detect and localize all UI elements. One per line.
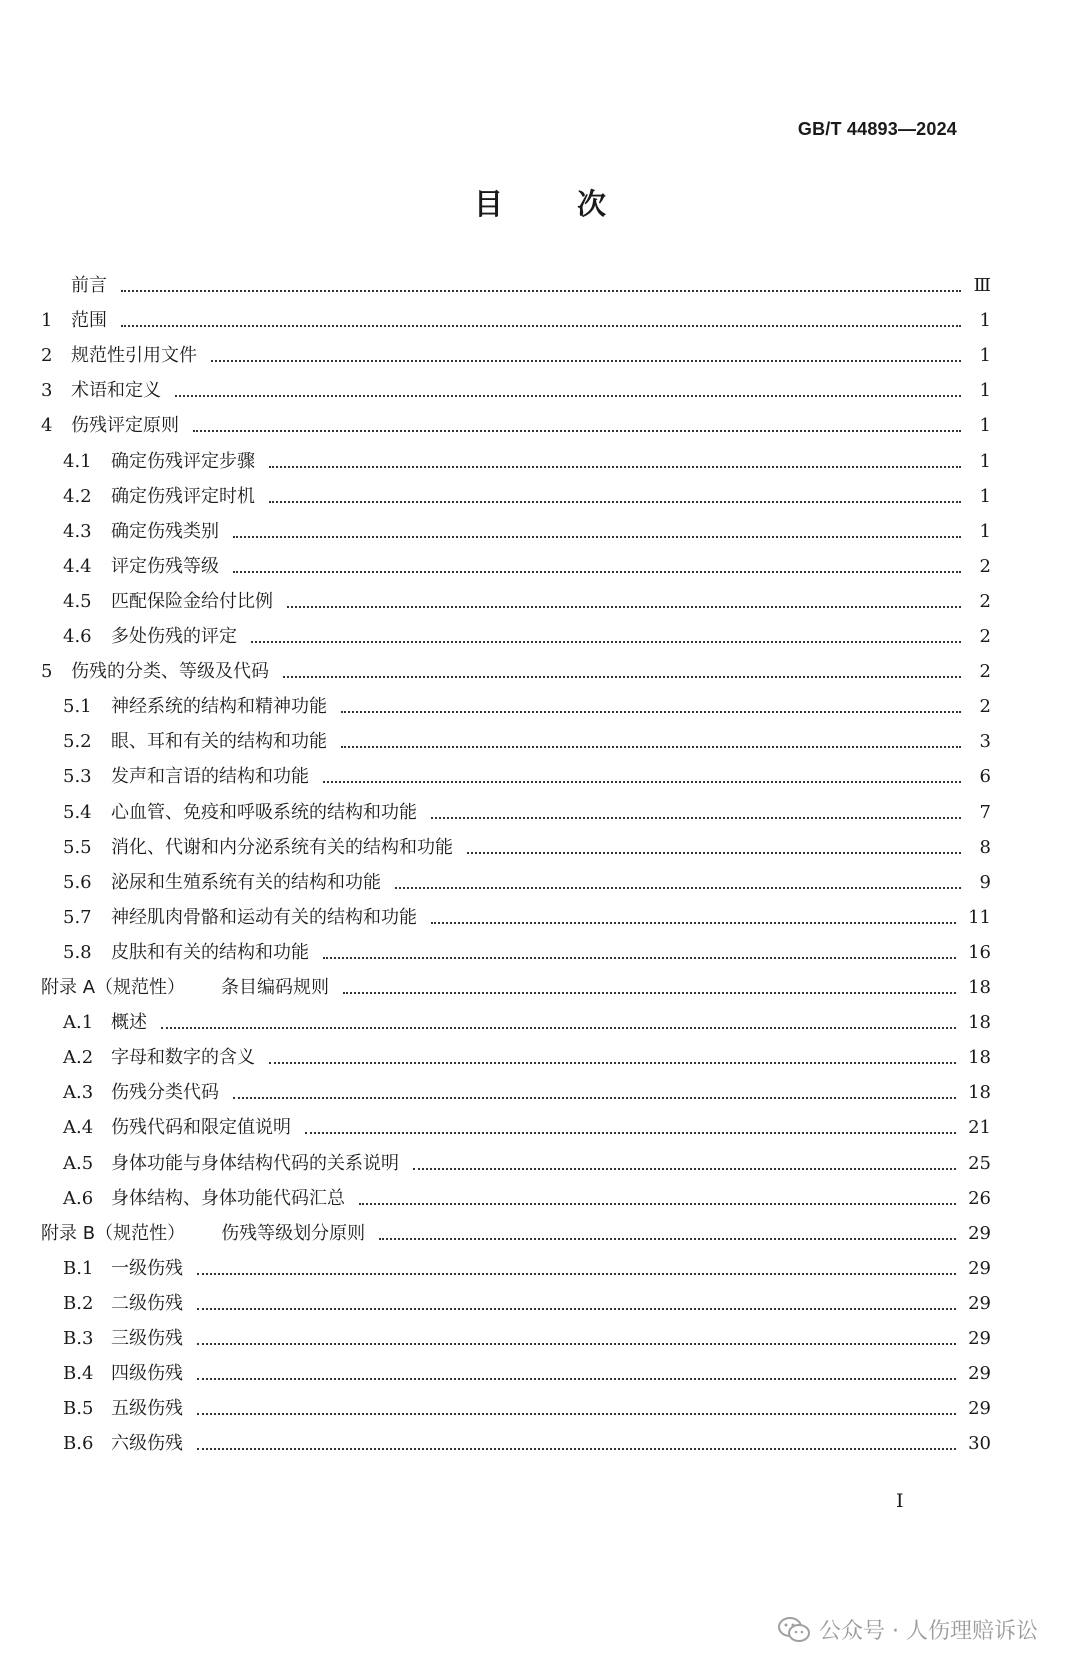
dot-leader	[305, 1132, 956, 1134]
dot-leader	[467, 852, 961, 854]
toc-entry-page: 1	[979, 520, 991, 542]
toc-entry-text: 六级伤残	[111, 1433, 183, 1455]
toc-entry-title	[41, 977, 329, 999]
toc-entry-number: 5.2	[63, 731, 92, 753]
toc-entry-text: 眼、耳和有关的结构和功能	[111, 731, 327, 753]
toc-entry-number: 3	[41, 380, 53, 402]
toc-entry-page: 29	[968, 1222, 991, 1244]
toc-entry-text: 确定伤残评定步骤	[111, 450, 255, 472]
toc-entry-number: 2	[41, 345, 53, 367]
wechat-icon	[777, 1616, 811, 1644]
page-title	[0, 182, 1080, 223]
toc-entry-title	[111, 802, 417, 824]
page-number: I	[896, 1490, 904, 1512]
toc-entry-number: 4.1	[63, 450, 92, 472]
dot-leader	[269, 501, 961, 503]
toc-entry-page: 2	[979, 555, 991, 577]
dot-leader	[341, 746, 961, 748]
watermark-text: 公众号 · 人伤理赔诉讼	[819, 1619, 1038, 1644]
title-char: 目	[473, 187, 503, 221]
dot-leader	[197, 1448, 956, 1450]
toc-entry[interactable]	[63, 1425, 991, 1455]
toc-entry-title	[111, 696, 327, 718]
toc-entry[interactable]	[63, 548, 991, 578]
toc-entry-page: 2	[979, 626, 991, 647]
toc-entry-title	[111, 1012, 147, 1034]
toc-entry[interactable]	[63, 794, 991, 824]
toc-entry-number: 4.3	[63, 520, 92, 542]
appendix-tag: 附录 A（规范性）	[41, 977, 186, 998]
dot-leader	[283, 676, 961, 678]
toc-entry[interactable]	[63, 899, 991, 929]
toc-entry-page: 21	[968, 1117, 991, 1139]
toc-entry-title	[111, 731, 327, 753]
toc-entry-text: 身体功能与身体结构代码的关系说明	[111, 1152, 399, 1174]
toc-entry-number: A.5	[63, 1152, 94, 1174]
toc-entry-number: 5.7	[63, 906, 92, 928]
toc-entry-page: 29	[968, 1257, 991, 1279]
toc-entry-page: 18	[968, 1012, 991, 1034]
toc-entry[interactable]	[63, 1285, 991, 1315]
dot-leader	[269, 466, 961, 468]
toc-entry-title	[111, 556, 219, 578]
dot-leader	[197, 1378, 956, 1380]
toc-entry-number: 4	[41, 415, 53, 437]
toc-entry-text: 神经肌肉骨骼和运动有关的结构和功能	[111, 906, 417, 928]
toc-entry-page: 30	[968, 1433, 991, 1455]
toc-entry[interactable]	[63, 1355, 991, 1385]
toc-entry-text: 概述	[111, 1012, 147, 1034]
toc-entry[interactable]	[63, 618, 991, 648]
toc-entry-page: 1	[979, 415, 991, 437]
dot-leader	[197, 1273, 956, 1275]
toc-entry-text: 条目编码规则	[221, 977, 330, 998]
toc-entry-title	[111, 872, 381, 894]
dot-leader	[379, 1238, 956, 1240]
toc-entry[interactable]	[63, 934, 991, 964]
toc-entry-title	[111, 1258, 183, 1280]
toc-entry-text: 前言	[71, 275, 107, 296]
toc-entry-title	[111, 626, 237, 648]
toc-entry-text: 三级伤残	[111, 1328, 183, 1349]
toc-entry[interactable]	[63, 1004, 991, 1034]
toc-entry-page: 18	[968, 1047, 991, 1069]
toc-entry[interactable]	[63, 1320, 991, 1350]
toc-entry-text: 范围	[71, 310, 107, 332]
toc-entry-number: A.1	[63, 1012, 94, 1034]
toc-entry-title	[41, 1223, 365, 1245]
toc-entry-text: 心血管、免疫和呼吸系统的结构和功能	[111, 801, 417, 823]
toc-entry-page: 1	[979, 380, 991, 402]
toc-entry[interactable]	[63, 1109, 991, 1139]
toc-entry-page: 16	[968, 941, 991, 963]
toc-entry[interactable]	[41, 267, 991, 297]
toc-entry-title	[71, 415, 179, 437]
toc-entry-text: 伤残评定原则	[71, 415, 179, 437]
toc-entry-page: Ⅲ	[973, 275, 991, 296]
toc-entry-page: 1	[979, 345, 991, 367]
toc-entry-page: 29	[968, 1363, 991, 1385]
toc-entry[interactable]	[41, 407, 991, 437]
toc-entry[interactable]	[63, 758, 991, 788]
toc-entry-number: 4.2	[63, 485, 92, 507]
toc-entry-text: 发声和言语的结构和功能	[111, 766, 309, 788]
toc-entry[interactable]	[63, 829, 991, 859]
dot-leader	[359, 1203, 956, 1205]
toc-entry-number: B.5	[63, 1398, 94, 1420]
toc-entry-title	[71, 275, 107, 297]
toc-entry-text: 四级伤残	[111, 1363, 183, 1385]
toc-entry-number: 5	[41, 661, 53, 683]
toc-entry-text: 泌尿和生殖系统有关的结构和功能	[111, 871, 381, 893]
toc-entry-text: 一级伤残	[111, 1257, 183, 1279]
toc-entry[interactable]	[41, 969, 991, 999]
toc-entry-page: 1	[979, 310, 991, 332]
document-number: GB/T 44893—2024	[797, 119, 957, 139]
toc-entry[interactable]	[41, 372, 991, 402]
toc-entry-number: 5.3	[63, 766, 92, 788]
toc-entry-title	[111, 1328, 183, 1350]
toc-entry-number: A.2	[63, 1047, 94, 1069]
toc-entry-number: 5.8	[63, 941, 92, 963]
toc-entry-title	[111, 942, 309, 964]
toc-entry-page: 7	[979, 801, 991, 823]
dot-leader	[121, 325, 961, 327]
toc-entry-number: B.3	[63, 1328, 94, 1349]
toc-entry[interactable]	[63, 1145, 991, 1175]
toc-entry[interactable]	[41, 302, 991, 332]
toc-entry-page: 8	[979, 836, 991, 858]
dot-leader	[341, 711, 961, 713]
toc-entry-title	[111, 766, 309, 788]
dot-leader	[175, 395, 961, 397]
toc-entry-number: A.4	[63, 1117, 94, 1139]
toc-entry-page: 29	[968, 1328, 991, 1349]
toc-entry-text: 匹配保险金给付比例	[111, 590, 273, 612]
toc-entry[interactable]	[63, 1250, 991, 1280]
toc-entry-number: 5.1	[63, 696, 92, 718]
toc-entry-title	[111, 486, 255, 508]
toc-entry-text: 伤残等级划分原则	[221, 1222, 366, 1244]
dot-leader	[197, 1413, 956, 1415]
toc-entry-number: A.6	[63, 1187, 94, 1209]
dot-leader	[269, 1062, 956, 1064]
toc-entry-text: 五级伤残	[111, 1398, 183, 1420]
toc-entry-page: 11	[968, 906, 991, 928]
toc-entry-page: 1	[979, 450, 991, 472]
dot-leader	[287, 606, 961, 608]
toc-entry-title	[71, 661, 269, 683]
toc-entry-page: 3	[979, 731, 991, 753]
toc-entry[interactable]	[63, 1180, 991, 1210]
toc-entry[interactable]	[63, 723, 991, 753]
toc-entry-title	[111, 451, 255, 473]
dot-leader	[233, 1097, 956, 1099]
toc-entry[interactable]	[41, 653, 991, 683]
toc-entry[interactable]	[63, 583, 991, 613]
toc-entry-page: 25	[968, 1152, 991, 1174]
dot-leader	[233, 536, 961, 538]
toc-entry[interactable]	[63, 1390, 991, 1420]
toc-entry-number: 5.5	[63, 836, 92, 858]
toc-entry-title	[111, 1082, 219, 1104]
toc-entry-text: 伤残代码和限定值说明	[111, 1117, 291, 1139]
toc-entry-title	[111, 837, 453, 859]
toc-entry-number: B.4	[63, 1363, 94, 1385]
toc-entry-title	[111, 1188, 345, 1210]
toc-entry-title	[111, 591, 273, 613]
toc-entry-text: 皮肤和有关的结构和功能	[111, 941, 309, 963]
toc-entry[interactable]	[41, 1215, 991, 1245]
dot-leader	[413, 1168, 956, 1170]
toc-entry-text: 伤残的分类、等级及代码	[71, 661, 269, 683]
toc-entry-text: 规范性引用文件	[71, 345, 197, 367]
toc-entry-text: 消化、代谢和内分泌系统有关的结构和功能	[111, 836, 453, 858]
toc-entry-title	[111, 907, 417, 929]
toc-entry-number: 4.5	[63, 590, 92, 612]
toc-entry[interactable]	[41, 337, 991, 367]
toc-entry-page: 1	[979, 485, 991, 507]
toc-entry[interactable]	[63, 443, 991, 473]
toc-entry-page: 26	[968, 1187, 991, 1209]
toc-entry-page: 2	[979, 696, 991, 718]
title-char: 次	[577, 187, 607, 221]
toc-entry-number: 5.6	[63, 871, 92, 893]
toc-entry-text: 神经系统的结构和精神功能	[111, 696, 327, 718]
watermark	[777, 1614, 1038, 1645]
toc-entry-title	[111, 1153, 399, 1175]
toc-entry-title	[71, 380, 161, 402]
toc-entry-text: 二级伤残	[111, 1292, 183, 1314]
toc-entry-page: 18	[968, 977, 991, 998]
toc-entry-text: 评定伤残等级	[111, 555, 219, 577]
dot-leader	[395, 887, 961, 889]
toc-entry[interactable]	[63, 478, 991, 508]
toc-entry-number: A.3	[63, 1082, 94, 1104]
dot-leader	[323, 781, 961, 783]
toc-entry-page: 9	[979, 871, 991, 893]
dot-leader	[323, 957, 956, 959]
dot-leader	[343, 992, 956, 994]
toc-entry-title	[111, 1398, 183, 1420]
dot-leader	[211, 360, 961, 362]
toc-entry-number: 4.6	[63, 626, 92, 647]
toc-entry-title	[71, 310, 107, 332]
toc-entry-page: 2	[979, 661, 991, 683]
dot-leader	[251, 641, 961, 643]
dot-leader	[197, 1343, 956, 1345]
toc-entry-title	[111, 1047, 255, 1069]
dot-leader	[431, 817, 961, 819]
toc-entry-text: 字母和数字的含义	[111, 1047, 255, 1069]
dot-leader	[431, 922, 956, 924]
toc-entry-text: 多处伤残的评定	[111, 626, 237, 647]
toc-entry-page: 6	[979, 766, 991, 788]
toc-entry[interactable]	[63, 513, 991, 543]
toc-entry-title	[71, 345, 197, 367]
toc-entry-page: 2	[979, 590, 991, 612]
toc-entry-title	[111, 521, 219, 543]
toc-entry-title	[111, 1117, 291, 1139]
dot-leader	[121, 290, 961, 292]
toc-entry[interactable]	[63, 1039, 991, 1069]
toc-entry[interactable]	[63, 1074, 991, 1104]
toc-entry[interactable]	[63, 864, 991, 894]
toc-entry-number: B.1	[63, 1257, 94, 1279]
toc-entry-number: B.2	[63, 1292, 94, 1314]
toc-entry-title	[111, 1433, 183, 1455]
toc-entry-number: 4.4	[63, 555, 92, 577]
dot-leader	[161, 1027, 956, 1029]
toc-entry-page: 29	[968, 1398, 991, 1420]
toc-entry-text: 身体结构、身体功能代码汇总	[111, 1187, 345, 1209]
toc-entry-number: 5.4	[63, 801, 92, 823]
dot-leader	[193, 430, 961, 432]
toc-entry[interactable]	[63, 688, 991, 718]
toc-entry-page: 18	[968, 1082, 991, 1104]
toc-entry-number: B.6	[63, 1433, 94, 1455]
dot-leader	[197, 1308, 956, 1310]
toc-entry-title	[111, 1363, 183, 1385]
toc-entry-text: 确定伤残评定时机	[111, 485, 255, 507]
toc-entry-number: 1	[41, 310, 53, 332]
toc-entry-page: 29	[968, 1292, 991, 1314]
dot-leader	[233, 571, 961, 573]
toc-entry-title	[111, 1293, 183, 1315]
appendix-tag: 附录 B（规范性）	[41, 1222, 186, 1244]
toc-entry-text: 确定伤残类别	[111, 520, 219, 542]
toc-entry-text: 伤残分类代码	[111, 1082, 219, 1104]
toc-entry-text: 术语和定义	[71, 380, 161, 402]
